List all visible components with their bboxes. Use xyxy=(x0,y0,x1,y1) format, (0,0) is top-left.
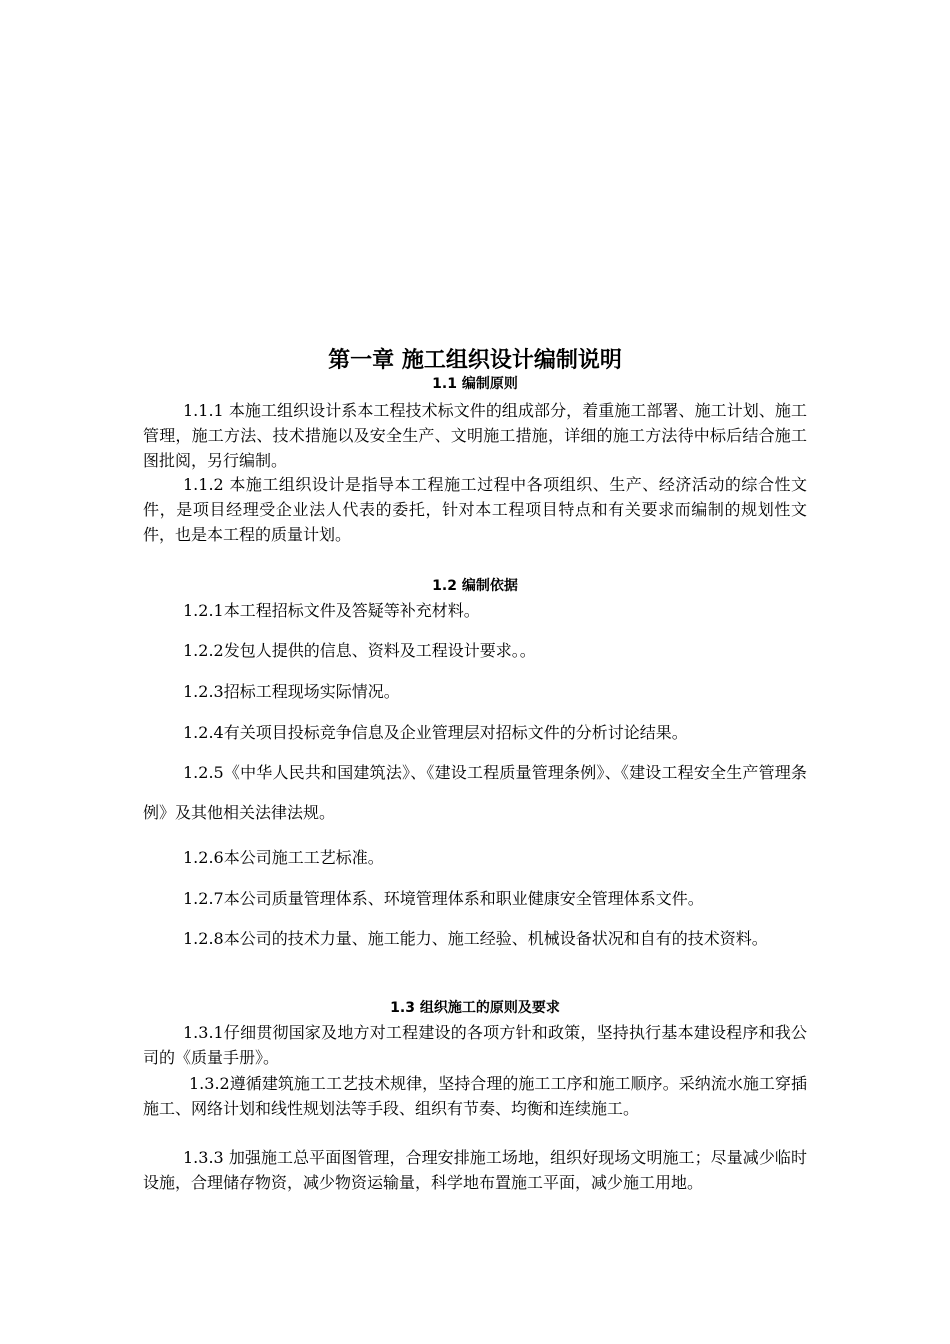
paragraph-1-2-8: 1.2.8本公司的技术力量、施工能力、施工经验、机械设备状况和自有的技术资料。 xyxy=(183,929,768,948)
paragraph-1-3-2: 1.3.2遵循建筑施工工艺技术规律，坚持合理的施工工序和施工顺序。采纳流水施工穿插施工、网络计划和线性规划法等手段、组织有节奏、均衡和连续施工。 xyxy=(143,1074,807,1118)
paragraph-1-2-1: 1.2.1本工程招标文件及答疑等补充材料。 xyxy=(183,601,480,620)
paragraph-1-2-5: 1.2.5《中华人民共和国建筑法》、《建设工程质量管理条例》、《建设工程安全生产管理条例》及其他相关法律法规。 xyxy=(143,763,807,822)
paragraph-1-3-1: 1.3.1仔细贯彻国家及地方对工程建设的各项方针和政策，坚持执行基本建设程序和我公司的《质量手册》。 xyxy=(143,1023,807,1067)
paragraph-1-2-7: 1.2.7本公司质量管理体系、环境管理体系和职业健康安全管理体系文件。 xyxy=(183,889,704,908)
section-title-1-1: 1.1 编制原则 xyxy=(432,376,518,392)
paragraph-1-3-3: 1.3.3 加强施工总平面图管理，合理安排施工场地，组织好现场文明施工；尽量减少临时设施，合理储存物资，减少物资运输量，科学地布置施工平面，减少施工用地。 xyxy=(143,1148,807,1192)
paragraph-1-1-1: 1.1.1 本施工组织设计系本工程技术标文件的组成部分，着重施工部署、施工计划、施工管理，施工方法、技术措施以及安全生产、文明施工措施，详细的施工方法待中标后结合施工图批阅，另行编制。 xyxy=(143,401,807,470)
paragraph-1-2-4: 1.2.4有关项目投标竞争信息及企业管理层对招标文件的分析讨论结果。 xyxy=(183,723,688,742)
paragraph-1-2-3: 1.2.3招标工程现场实际情况。 xyxy=(183,682,400,701)
paragraph-1-2-2: 1.2.2发包人提供的信息、资料及工程设计要求。。 xyxy=(183,641,536,660)
section-title-1-2: 1.2 编制依据 xyxy=(432,578,518,594)
chapter-title: 第一章 施工组织设计编制说明 xyxy=(328,348,622,373)
paragraph-1-1-2: 1.1.2 本施工组织设计是指导本工程施工过程中各项组织、生产、经济活动的综合性文件，是项目经理受企业法人代表的委托，针对本工程项目特点和有关要求而编制的规划性文件，也是本工程的质量计划。 xyxy=(143,475,807,544)
paragraph-1-2-6: 1.2.6本公司施工工艺标准。 xyxy=(183,848,384,867)
section-title-1-3: 1.3 组织施工的原则及要求 xyxy=(390,1000,560,1016)
